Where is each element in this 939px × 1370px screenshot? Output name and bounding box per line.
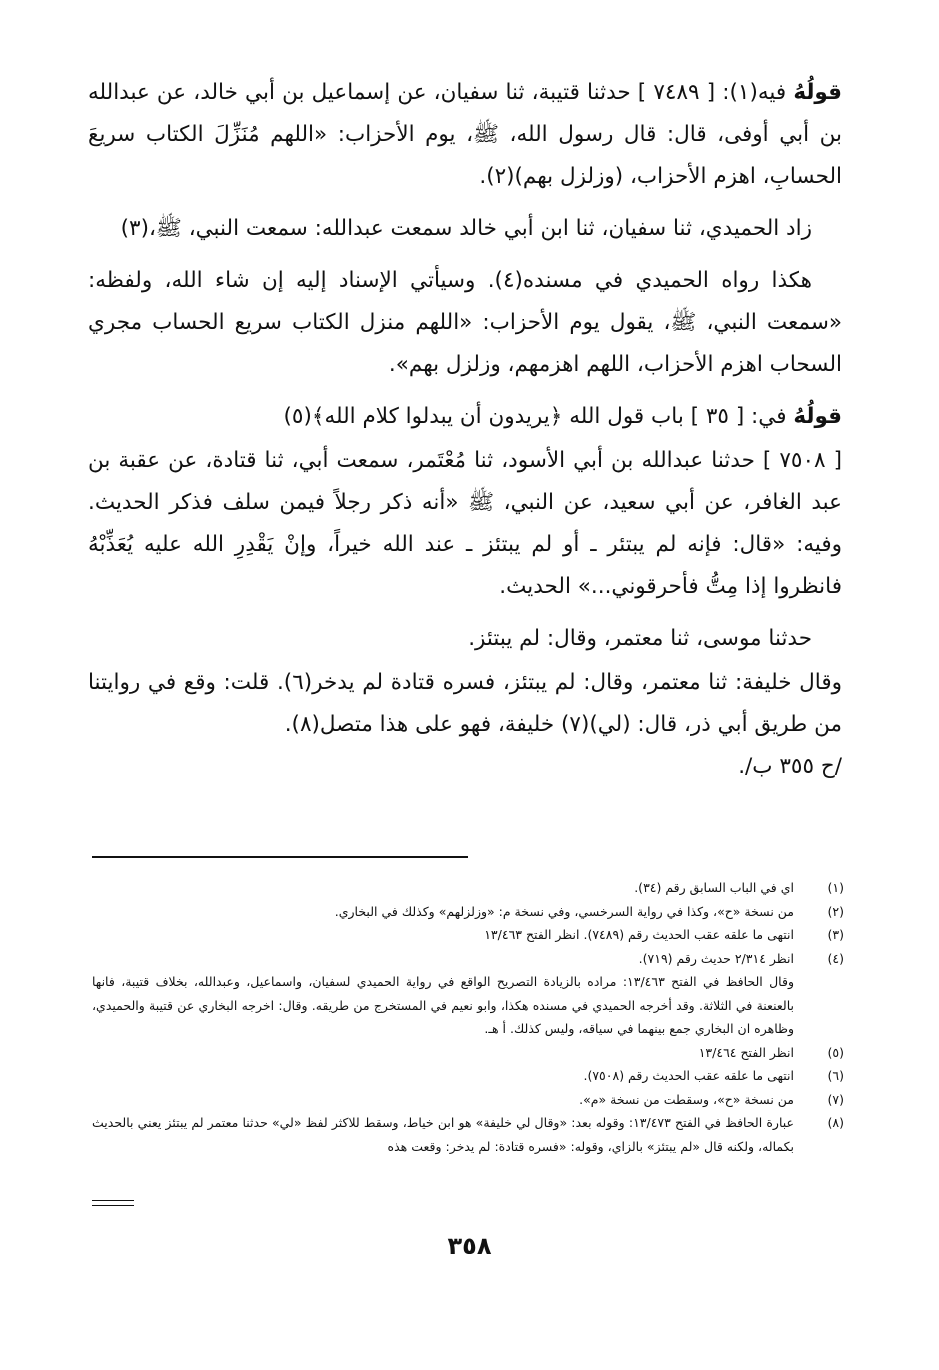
footnote-text: اي في الباب السابق رقم (٣٤). [634, 880, 794, 895]
footnote-number: (٤) [827, 950, 844, 966]
footnote-text: من نسخة «ح»، وكذا في رواية السرخسي، وفي نسخة م: «وزلزلهم» وكذلك في البخاري. [334, 903, 794, 919]
paragraph-5: [ ٧٥٠٨ ] حدثنا عبدالله بن أبي الأسود، ثنا مُعْتَمر، سمعت أبي، ثنا قتادة، عن عقبة بن عبد الغافر، عن أبي سعيد، عن النبي، ﷺ «أنه ذكر رجلاً فيمن سلف فذكر الحديث. وفيه: «قال: فإنه لم يبتئر ـ أو لم يبتئز ـ عند الله خيراً، وإنْ يَقْدِرِ الله عليه يُعَذِّبْهُ فانظروا إذا مِتُّ فأحرقوني...» الحديث. [88, 448, 842, 599]
paragraph-6: حدثنا موسى، ثنا معتمر، وقال: لم يبتئز. [468, 626, 812, 651]
footnote [92, 1111, 844, 1158]
paragraph-text: في: [ ٣٥ ] باب قول الله ﴿يريدون أن يبدلوا كلام الله﴾(٥) [283, 404, 794, 429]
footnote [92, 1064, 844, 1088]
continuation-rule [92, 1200, 134, 1210]
footnote-separator [92, 856, 468, 858]
footnote [92, 947, 844, 971]
paragraph-2: زاد الحميدي، ثنا سفيان، ثنا ابن أبي خالد سمعت عبدالله: سمعت النبي، ﷺ،(٣) [120, 216, 812, 241]
footnote-text: انظر ٢/٣١٤ حديث رقم (٧١٩). [638, 950, 794, 966]
paragraph-7: وقال خليفة: ثنا معتمر، وقال: لم يبتئز، فسره قتادة لم يدخر(٦). قلت: وقع في روايتنا من طريق أبي ذر، قال: (لي)(٧) خليفة، فهو على هذا متصل(٨). [88, 670, 842, 737]
footnote-text: انتهى ما علقه عقب الحديث رقم (٧٥٠٨). [583, 1068, 794, 1083]
footnotes [92, 876, 844, 1158]
footnote-text: انظر الفتح ١٣/٤٦٤ [698, 1044, 794, 1060]
footnote-number: (٧) [827, 1091, 844, 1107]
footnote-number: (٦) [827, 1068, 844, 1083]
footnote [92, 1088, 844, 1112]
footnote [92, 900, 844, 924]
footnote-continuation [92, 970, 844, 1041]
paragraph-3: هكذا رواه الحميدي في مسنده(٤). وسيأتي الإسناد إليه إن شاء الله، ولفظه: «سمعت النبي، ﷺ، يقول يوم الأحزاب: «اللهم منزل الكتاب سريع الحساب مجري السحاب اهزم الأحزاب، اللهم اهزمهم، وزلزل بهم». [88, 268, 842, 377]
paragraph-lead: قولُهُ [793, 80, 842, 105]
paragraph-4 [88, 396, 842, 438]
footnote [92, 923, 844, 947]
paragraph-text: فيه(١): [ ٧٤٨٩ ] حدثنا قتيبة، ثنا سفيان، عن إسماعيل بن أبي خالد، عن عبدالله بن أبي أوفى، قال: قال رسول الله، ﷺ، يوم الأحزاب: «اللهم مُنَزِّلَ الكتاب سريعَ الحسابِ، اهزم الأحزاب، (وزلزل بهم)(٢). [88, 80, 842, 189]
footnote-text: انتهى ما علقه عقب الحديث رقم (٧٤٨٩). انظر الفتح ١٣/٤٦٣ [484, 927, 794, 942]
footnote-number: (٣) [827, 927, 844, 942]
page-number: ٣٥٨ [447, 1232, 492, 1260]
footnote-number: (٢) [827, 903, 844, 919]
main-text [88, 72, 842, 788]
footnote [92, 876, 844, 900]
paragraph-lead: قولُهُ [793, 404, 842, 429]
footnote [92, 1041, 844, 1065]
footnote-text: من نسخة «ح»، وسقطت من نسخة «م». [579, 1091, 794, 1107]
footnote-text: وقال الحافظ في الفتح ١٣/٤٦٣: مراده بالزيادة التصريح الواقع في رواية الحميدي لسفيان، واسماعيل، وعبدالله، بخلاف قتيبة، فانها بالعنعنة في الثلاثة. وقد أخرجه الحميدي في مسنده هكذا، وابو نعيم في المستخرج من طريقه. وقال: اخرجه البخاري عن قتيبة والحميدي، وظاهره ان البخاري جمع بينهما في سياقه، وليس كذلك. أ هـ. [92, 974, 794, 1036]
footnote-number: (١) [827, 880, 844, 895]
paragraph-1 [88, 72, 842, 198]
footnote-text: عبارة الحافظ في الفتح ١٣/٤٧٣: وقوله بعد: «وقال لي خليفة» هو ابن خياط، وسقط للاكثر لفظ «لي» حدثنا معتمر لم يبتئز يعني بالحديث بكماله، ولكنه قال «لم يبتئز» بالزاي، وقوله: «فسره قتادة: لم يدخر: وقعت هذه [92, 1115, 794, 1154]
footnote-number: (٥) [827, 1044, 844, 1060]
footnote-number: (٨) [827, 1115, 844, 1130]
paragraph-8: /ح ٣٥٥ ب/. [738, 754, 842, 779]
